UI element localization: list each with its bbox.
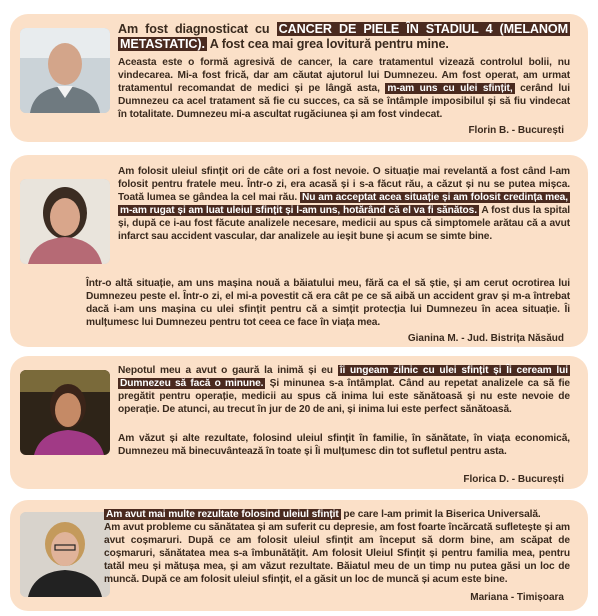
body-text-end: cerând lui Dumnezeu ca acel tratament să fie cu succes, ca să se întâmple imposibilul și să fiu vindecat în totalitate. Dumnezeu mi-a ascultat rugăciunea și am fost vindecat. <box>118 83 570 121</box>
testimonial-body <box>118 56 570 121</box>
highlight-text: m-am uns cu ulei sfințit, <box>387 83 513 95</box>
highlight-text: îi ungeam zilnic cu ulei sfințit și Îi ceream lui Dumnezeu să facă o minune. <box>120 365 568 390</box>
body-text-2: Am avut probleme cu sănătatea și am suferit cu depresie, am fost foarte încărcată sufletește și am avut coșmaruri. După ce am folosit uleiul sfințit am început să dorm bine, am scăpat de coșmaruri, sănătatea mea s-a îmbunătățit. Am folosit Uleiul Sfințit și pentru familia mea, pentru tatăl meu și mătușa mea, și am văzut rezultate. Băiatul meu de un timp nu putea găsi un loc de muncă. După ce am folosit uleiul sfințit, el a găsit un loc de muncă și acum este bine. <box>104 522 570 586</box>
testimonial-body <box>104 508 570 587</box>
testimonial-body <box>118 364 570 416</box>
testimonial-card-4 <box>10 500 588 611</box>
testimonial-body-2 <box>86 277 570 329</box>
signature: Mariana - Timișoara <box>470 592 564 603</box>
testimonial-card-2 <box>10 155 588 347</box>
portrait-photo <box>20 179 110 264</box>
highlight-text: CANCER DE PIELE ÎN STADIUL 4 (MELANOM METASTATIC). <box>120 22 569 51</box>
signature: Gianina M. - Jud. Bistrița Năsăud <box>407 333 564 344</box>
signature: Florin B. - București <box>468 125 564 136</box>
portrait-photo <box>20 512 110 597</box>
body-text: Nepotul meu a avut o gaură la inimă și eu <box>118 365 338 376</box>
body-text: Aceasta este o formă agresivă de cancer, la care tratamentul vizează controlul bolii, nu vindecarea. Mi-a fost frică, dar am căutat ajutorul lui Dumnezeu. Am fost operat, am urmat tratamentul recomandat de medici și pe lângă asta, <box>118 57 570 95</box>
testimonial-card-3 <box>10 356 588 489</box>
portrait-photo <box>20 370 110 455</box>
body-text-end: A fost dus la spital și, după ce i-au fost făcute analizele necesare, medicii au spus că simptomele arătau că a avut infarct sau accident vascular, dar analizele au ieșit bune și acum se simte bine. <box>118 205 571 243</box>
testimonial-text <box>118 22 570 52</box>
highlight-text: Nu am acceptat acea situație și am folosit credința mea, m-am rugat și am luat uleiul sfințit și l-am uns, hotărând că el va fi sănătos. <box>120 192 568 217</box>
highlight-text: Am avut mai multe rezultate folosind uleiul sfințit <box>106 509 339 520</box>
body-text: pe care l-am primit la Biserica Universală. <box>340 509 541 520</box>
testimonial-body <box>118 165 570 244</box>
body-text: Într-o altă situație, am uns mașina nouă a băiatului meu, fără ca el să știe, și am cerut ocrotirea lui Dumnezeu peste el. Într-o zi, el mi-a povestit că era cât pe ce să aibă un accident grav și m-a întrebat dacă i-am uns mașina cu ulei sfințit pentru că a simțit protecția lui Dumnezeu în acea situație. Îi mulțumesc lui Dumnezeu pentru tot ceea ce face în viața mea. <box>86 278 570 329</box>
intro-text: Am fost diagnosticat cu <box>118 22 277 36</box>
portrait-photo <box>20 28 110 113</box>
intro-text-end: A fost cea mai grea lovitură pentru mine. <box>206 37 449 51</box>
signature: Florica D. - București <box>463 474 564 485</box>
body-text: Am văzut și alte rezultate, folosind uleiul sfințit în familie, în sănătate, în viața economică, Dumnezeu mă binecuvântează în toate și Îi mulțumesc din tot sufletul pentru asta. <box>118 433 570 458</box>
testimonial-body-2 <box>118 432 570 458</box>
body-text: Am folosit uleiul sfințit ori de câte ori a fost nevoie. O situație mai revelantă a fost când l-am folosit pentru fratele meu. Într-o zi, era acasă și i s-a făcut rău, a căzut și nu se putea mișca. Toată lumea se gândea la cel mai rău. <box>118 166 570 204</box>
testimonial-card-1 <box>10 14 588 142</box>
body-text-end: Și minunea s-a întâmplat. Când au repetat analizele ca să fie pregătit pentru operație, medicii au spus că inima lui este sănătoasă și nu este nevoie de operație. De atunci, au trecut în jur de 20 de ani, și inima lui este perfect sănătoasă. <box>118 378 571 416</box>
